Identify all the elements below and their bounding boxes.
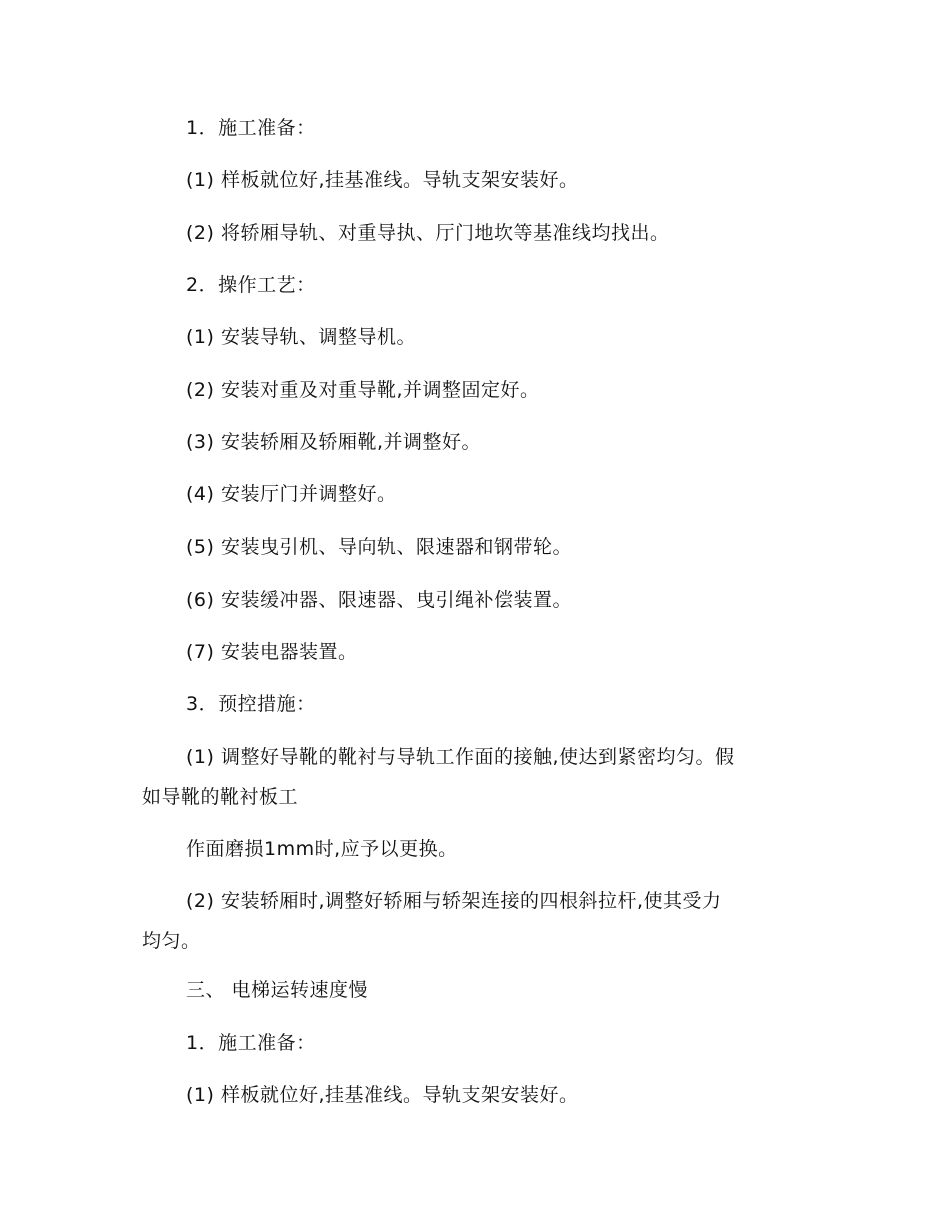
paragraph-line: (7) 安装电器装置。: [186, 641, 358, 663]
paragraph-line: (6) 安装缓冲器、限速器、曳引绳补偿装置。: [186, 589, 572, 611]
paragraph-line: (1) 调整好导靴的靴衬与导轨工作面的接触,使达到紧密均匀。假: [186, 746, 735, 768]
paragraph-line: (2) 将轿厢导轨、对重导执、厅门地坎等基准线均找出。: [186, 222, 670, 244]
paragraph-line: 均匀。: [142, 930, 201, 952]
chapter-heading-elevator-slow: 三、 电梯运转速度慢: [186, 979, 369, 1001]
section-heading-construction-prep: 1．施工准备：: [186, 117, 316, 139]
paragraph-line: (3) 安装轿厢及轿厢靴,并调整好。: [186, 431, 481, 453]
section-heading-precontrol-measures: 3．预控措施：: [186, 693, 316, 715]
paragraph-line: (1) 样板就位好,挂基准线。导轨支架安装好。: [186, 169, 579, 191]
section-heading-construction-prep: 1．施工准备：: [186, 1032, 316, 1054]
paragraph-line: (2) 安装轿厢时,调整好轿厢与轿架连接的四根斜拉杆,使其受力: [186, 890, 722, 912]
paragraph-line: (2) 安装对重及对重导靴,并调整固定好。: [186, 379, 540, 401]
paragraph-line: 作面磨损1mm时,应予以更换。: [186, 838, 458, 860]
paragraph-line: (1) 样板就位好,挂基准线。导轨支架安装好。: [186, 1084, 579, 1106]
section-heading-operation-process: 2．操作工艺：: [186, 274, 316, 296]
paragraph-line: (4) 安装厅门并调整好。: [186, 483, 397, 505]
paragraph-line: 如导靴的靴衬板工: [142, 786, 299, 808]
paragraph-line: (5) 安装曳引机、导向轨、限速器和钢带轮。: [186, 536, 572, 558]
paragraph-line: (1) 安装导轨、调整导机。: [186, 326, 416, 348]
